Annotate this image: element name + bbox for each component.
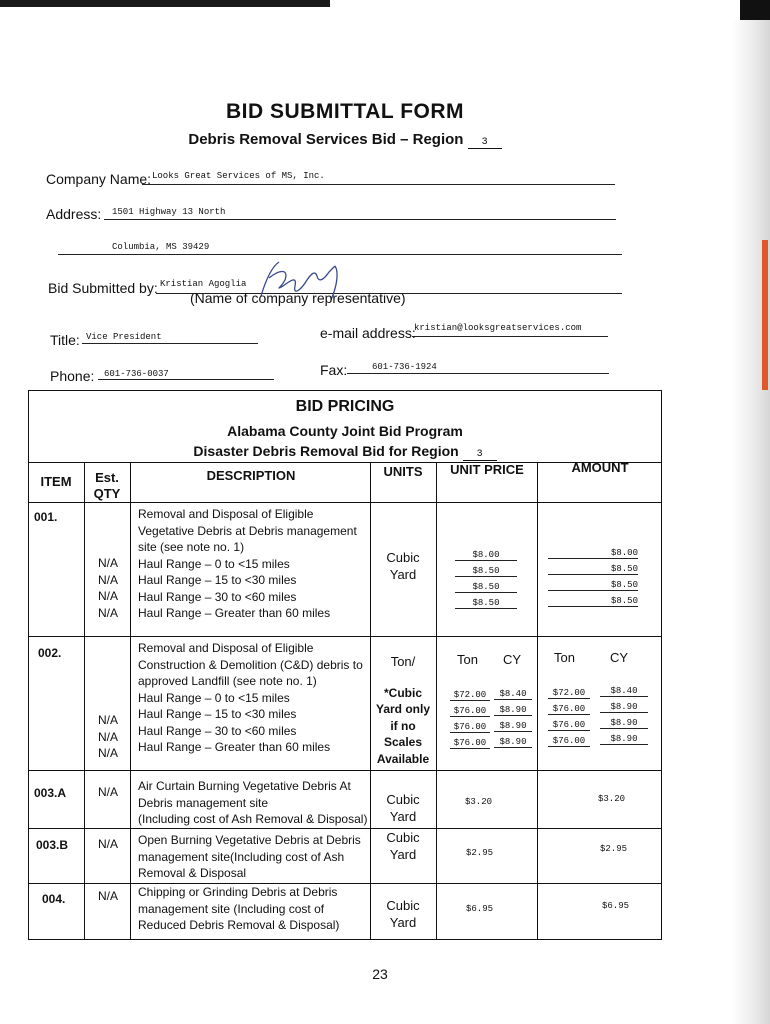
email-line (412, 336, 608, 337)
qty-003b: N/A (97, 837, 118, 851)
qty-value: N/A (97, 572, 118, 587)
cy-amount-002-2[interactable]: $8.90 (600, 718, 648, 729)
amount-003a[interactable]: $3.20 (598, 794, 626, 804)
amount-004[interactable]: $6.95 (602, 901, 630, 911)
cy-price-002-0[interactable]: $8.40 (494, 689, 532, 700)
units-line: Yard (389, 914, 417, 930)
cy-amount-002-3[interactable]: $8.90 (600, 734, 648, 745)
qty-003a: N/A (97, 785, 118, 799)
phone-field[interactable]: 601-736-0037 (104, 369, 169, 379)
ton-price-002-2[interactable]: $76.00 (450, 722, 490, 733)
units-note-line: Yard only (375, 702, 431, 716)
desc-001-line: site (see note no. 1) (138, 540, 245, 554)
email-field[interactable]: kristian@looksgreatservices.com (414, 323, 582, 333)
unit-price-001-1[interactable]: $8.50 (455, 566, 517, 577)
units-note-line: Scales (383, 735, 423, 749)
cy-price-002-2[interactable]: $8.90 (494, 721, 532, 732)
region-line (28, 443, 662, 461)
form-subtitle (0, 131, 690, 149)
col-rule-item (84, 462, 85, 940)
desc-003a-line: (Including cost of Ash Removal & Disposal) (138, 812, 368, 826)
units-line: Cubic (386, 792, 420, 807)
bid-submitted-by-field[interactable]: Kristian Agoglia (160, 279, 247, 289)
address-line-1 (104, 219, 616, 220)
desc-003b-line: management site(Including cost of Ash (138, 849, 345, 864)
cy-label-amount: CY (610, 650, 629, 665)
col-header-amount: AMOUNT (571, 460, 629, 475)
cy-label-price: CY (503, 652, 522, 667)
qty-001 (88, 555, 128, 621)
col-header-item: ITEM (40, 474, 72, 489)
qty-002 (88, 712, 128, 762)
qty-value: N/A (97, 746, 118, 760)
company-name-label: Company Name: (46, 171, 152, 187)
title-field[interactable]: Vice President (86, 332, 162, 342)
item-002: 002. (38, 646, 62, 660)
fax-label: Fax: (320, 362, 348, 378)
desc-001-line: Haul Range – Greater than 60 miles (138, 606, 331, 620)
ton-label-price: Ton (457, 652, 478, 667)
region-line-text: Disaster Debris Removal Bid for Region (193, 443, 459, 459)
ton-amount-002-3[interactable]: $76.00 (548, 736, 590, 747)
desc-003b (138, 832, 361, 882)
title-line (82, 343, 258, 344)
amount-001-0[interactable]: $8.00 (548, 548, 638, 559)
ton-amount-002-0[interactable]: $72.00 (548, 688, 590, 699)
units-note-line: Available (376, 751, 430, 766)
qty-value: N/A (97, 605, 118, 620)
desc-001-line: Haul Range – 15 to <30 miles (138, 573, 297, 587)
address-line-2 (58, 254, 622, 255)
desc-003b-line: Removal & Disposal (138, 866, 247, 880)
units-note-line: if no (390, 718, 416, 733)
unit-price-003a[interactable]: $3.20 (465, 797, 493, 807)
ton-price-002-3[interactable]: $76.00 (450, 738, 490, 749)
qty-value: N/A (97, 713, 118, 727)
amount-001-1[interactable]: $8.50 (548, 564, 638, 575)
fax-field[interactable]: 601-736-1924 (372, 362, 437, 372)
col-rule-units (436, 462, 437, 940)
desc-001 (138, 506, 357, 622)
col-header-unit-price: UNIT PRICE (450, 462, 524, 477)
form-title: BID SUBMITTAL FORM (225, 100, 465, 123)
page-edge-tab (762, 240, 768, 390)
unit-price-004[interactable]: $6.95 (466, 904, 494, 914)
program-title: Alabama County Joint Bid Program (227, 423, 463, 439)
bid-submitted-by-label: Bid Submitted by: (48, 280, 158, 296)
unit-price-001-0[interactable]: $8.00 (455, 550, 517, 561)
units-line: Cubic (386, 830, 420, 845)
row-rule-003a (28, 828, 662, 829)
page-edge-shadow (734, 20, 770, 1024)
desc-004-line: Chipping or Grinding Debris at Debris (138, 885, 338, 899)
desc-002-line: Construction & Demolition (C&D) debris to (138, 657, 363, 672)
address-field-2[interactable]: Columbia, MS 39429 (112, 242, 210, 252)
ton-price-002-0[interactable]: $72.00 (450, 690, 490, 701)
scan-edge-bar (0, 0, 330, 7)
qty-value: N/A (97, 556, 118, 570)
units-line: Cubic (386, 550, 420, 565)
row-rule-002 (28, 770, 662, 771)
phone-label: Phone: (50, 368, 95, 384)
desc-003b-line: Open Burning Vegetative Debris at Debris (138, 833, 361, 847)
desc-002-line: Haul Range – 0 to <15 miles (138, 690, 290, 705)
units-note-line: *Cubic (383, 685, 422, 700)
unit-price-001-2[interactable]: $8.50 (455, 582, 517, 593)
desc-002-line: Removal and Disposal of Eligible (138, 641, 314, 655)
desc-004-line: Reduced Debris Removal & Disposal) (138, 918, 340, 932)
col-rule-desc (370, 462, 371, 940)
units-002 (372, 654, 434, 767)
col-header-qty: Est. QTY (93, 470, 121, 501)
desc-002 (138, 640, 363, 756)
desc-001-line: Removal and Disposal of Eligible (138, 507, 314, 521)
company-name-line (142, 184, 615, 185)
qty-value: N/A (97, 589, 118, 603)
units-line: Cubic (386, 898, 420, 913)
header-bottom-rule (28, 502, 662, 503)
company-name-field[interactable]: Looks Great Services of MS, Inc. (152, 171, 325, 181)
bid-pricing-heading: BID PRICING (295, 398, 395, 415)
units-line: Ton/ (390, 654, 416, 669)
scan-corner (740, 0, 770, 20)
address-field-1[interactable]: 1501 Highway 13 North (112, 207, 226, 217)
row-rule-003b (28, 883, 662, 884)
unit-price-003b[interactable]: $2.95 (466, 848, 494, 858)
desc-004 (138, 884, 339, 934)
fax-line (347, 373, 609, 374)
col-rule-price (537, 462, 538, 940)
page-number: 23 (372, 966, 388, 982)
cy-price-002-3[interactable]: $8.90 (494, 737, 532, 748)
title-label: Title: (50, 332, 80, 348)
col-rule-qty (130, 462, 131, 940)
region-field[interactable]: 3 (468, 137, 502, 149)
desc-003a-line: Debris management site (138, 795, 269, 810)
desc-004-line: management site (Including cost of (138, 901, 325, 916)
ton-amount-002-2[interactable]: $76.00 (548, 720, 590, 731)
row-rule-001 (28, 636, 662, 637)
amount-001-3[interactable]: $8.50 (548, 596, 638, 607)
units-line: Yard (389, 566, 417, 582)
desc-001-line: Haul Range – 30 to <60 miles (138, 589, 297, 604)
cy-amount-002-0[interactable]: $8.40 (600, 686, 648, 697)
cy-amount-002-1[interactable]: $8.90 (600, 702, 648, 713)
units-003a (372, 792, 434, 825)
amount-003b[interactable]: $2.95 (600, 844, 628, 854)
ton-amount-002-1[interactable]: $76.00 (548, 704, 590, 715)
desc-002-line: Haul Range – 30 to <60 miles (138, 723, 297, 738)
units-004 (372, 898, 434, 931)
address-label: Address: (46, 206, 102, 222)
units-spacer (372, 671, 434, 685)
phone-line (98, 379, 274, 380)
company-representative-note: (Name of company representative) (190, 290, 406, 306)
col-header-units: UNITS (383, 464, 423, 479)
item-004: 004. (42, 892, 66, 906)
units-line: Yard (389, 846, 417, 862)
unit-price-001-3[interactable]: $8.50 (455, 598, 517, 609)
desc-002-line: Haul Range – Greater than 60 miles (138, 740, 331, 754)
amount-001-2[interactable]: $8.50 (548, 580, 638, 591)
desc-003a-line: Air Curtain Burning Vegetative Debris At (138, 779, 351, 793)
desc-002-line: Haul Range – 15 to <30 miles (138, 707, 297, 721)
units-003b (372, 830, 434, 863)
col-header-description: DESCRIPTION (206, 468, 296, 483)
units-001 (372, 550, 434, 583)
qty-004: N/A (97, 889, 118, 903)
item-001: 001. (34, 510, 58, 524)
units-line: Yard (389, 808, 417, 824)
pricing-region-field[interactable]: 3 (463, 449, 497, 461)
item-003a: 003.A (34, 786, 67, 800)
cy-price-002-1[interactable]: $8.90 (494, 705, 532, 716)
email-label: e-mail address: (320, 325, 416, 341)
subtitle-text: Debris Removal Services Bid – Region (188, 131, 464, 148)
desc-001-line: Haul Range – 0 to <15 miles (138, 556, 290, 571)
desc-003a (138, 778, 367, 828)
desc-001-line: Vegetative Debris at Debris management (138, 523, 357, 538)
item-003b: 003.B (36, 838, 69, 852)
desc-002-line: approved Landfill (see note no. 1) (138, 674, 317, 688)
ton-price-002-1[interactable]: $76.00 (450, 706, 490, 717)
ton-label-amount: Ton (554, 650, 575, 665)
qty-value: N/A (97, 729, 118, 744)
